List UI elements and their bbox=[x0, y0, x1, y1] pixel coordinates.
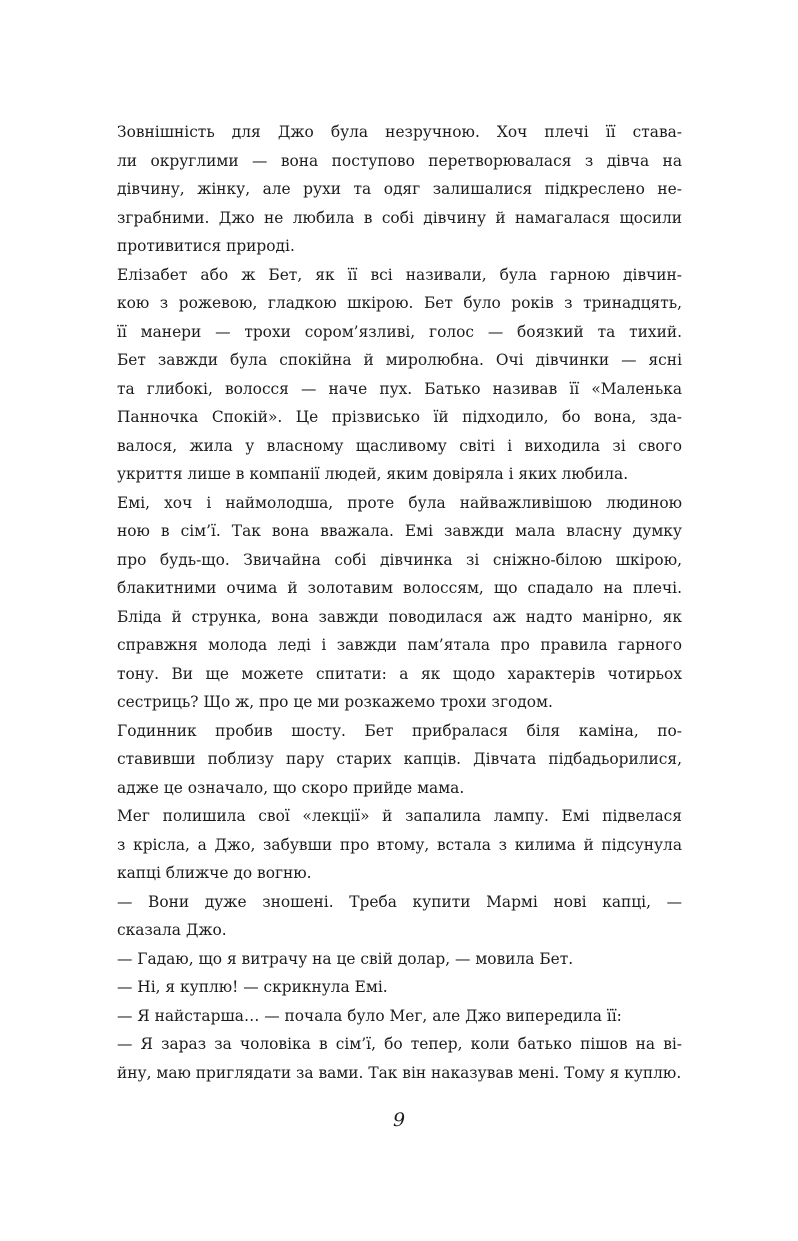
text-line: — Гадаю, що я витрачу на це свій долар, — мовила Бет. bbox=[117, 949, 574, 968]
page-number: 9 bbox=[392, 1109, 406, 1131]
text-line: противитися природі. bbox=[117, 237, 295, 255]
paragraph bbox=[117, 118, 682, 261]
paragraph bbox=[117, 489, 682, 717]
text-line: йну, маю приглядати за вами. Так він наказував мені. Тому я куплю. bbox=[117, 1063, 682, 1082]
text-line: — Вони дуже зношені. Треба купити Мармі нові капці, — bbox=[117, 892, 682, 911]
text-line: Мег полишила свої «лекції» й запалила лампу. Емі підвелася bbox=[117, 807, 682, 825]
paragraph bbox=[117, 1002, 682, 1031]
text-line: кою з рожевою, гладкою шкірою. Бет було років з тринадцять, bbox=[117, 294, 682, 312]
text-line: ставивши поблизу пару старих капців. Дівчата підбадьорилися, bbox=[117, 750, 682, 768]
text-line: Елізабет або ж Бет, як її всі називали, була гарною дівчин- bbox=[117, 265, 682, 284]
text-line: тону. Ви ще можете спитати: а як щодо характерів чотирьох bbox=[117, 664, 682, 683]
paragraph bbox=[117, 261, 682, 489]
text-line: про будь-що. Звичайна собі дівчинка зі сніжно-білою шкірою, bbox=[117, 550, 682, 569]
body-text bbox=[117, 118, 682, 1087]
text-line: сестриць? Що ж, про це ми розкажемо трохи згодом. bbox=[117, 693, 553, 711]
text-line: укриття лише в компанії людей, яким довіряла і яких любила. bbox=[117, 465, 629, 483]
text-line: Бет завжди була спокійна й миролюбна. Очі дівчинки — ясні bbox=[117, 351, 682, 369]
paragraph bbox=[117, 802, 682, 888]
text-line: Зовнішність для Джо була незручною. Хоч плечі її става- bbox=[117, 123, 682, 141]
paragraph bbox=[117, 945, 682, 974]
text-line: ною в сім’ї. Так вона вважала. Емі завжди мала власну думку bbox=[117, 522, 682, 540]
text-line: — Я найстарша… — почала було Мег, але Джо випередила її: bbox=[117, 1006, 622, 1025]
text-line: Панночка Спокій». Це прізвисько їй підходило, бо вона, зда- bbox=[117, 408, 682, 426]
text-line: Бліда й струнка, вона завжди поводилася аж надто манірно, як bbox=[117, 607, 682, 626]
text-line: валося, жила у власному щасливому світі і виходила зі свого bbox=[117, 436, 682, 455]
text-line: капці ближче до вогню. bbox=[117, 864, 312, 882]
paragraph bbox=[117, 973, 682, 1002]
text-line: Емі, хоч і наймолодша, проте була найважливішою людиною bbox=[117, 493, 682, 512]
text-line: зграбними. Джо не любила в собі дівчину й намагалася щосили bbox=[117, 208, 682, 227]
text-line: блакитними очима й золотавим волоссям, що спадало на плечі. bbox=[117, 579, 682, 597]
text-line: та глибокі, волосся — наче пух. Батько називав її «Маленька bbox=[117, 379, 682, 398]
text-line: її манери — трохи сором’язливі, голос — боязкий та тихий. bbox=[117, 322, 682, 341]
text-line: сказала Джо. bbox=[117, 921, 227, 939]
paragraph bbox=[117, 717, 682, 803]
paragraph bbox=[117, 888, 682, 945]
text-line: — Я зараз за чоловіка в сім’ї, бо тепер, коли батько пішов на ві- bbox=[117, 1035, 682, 1053]
text-line: з крісла, а Джо, забувши про втому, встала з килима й підсунула bbox=[117, 835, 682, 854]
paragraph bbox=[117, 1030, 682, 1087]
text-line: — Ні, я куплю! — скрикнула Емі. bbox=[117, 978, 388, 996]
text-line: адже це означало, що скоро прийде мама. bbox=[117, 778, 465, 797]
text-line: Годинник пробив шосту. Бет прибралася біля каміна, по- bbox=[117, 721, 682, 740]
text-line: ли округлими — вона поступово перетворювалася з дівча на bbox=[117, 151, 682, 170]
text-line: справжня молода леді і завжди пам’ятала про правила гарного bbox=[117, 636, 682, 654]
text-line: дівчину, жінку, але рухи та одяг залишалися підкреслено не- bbox=[117, 180, 682, 198]
